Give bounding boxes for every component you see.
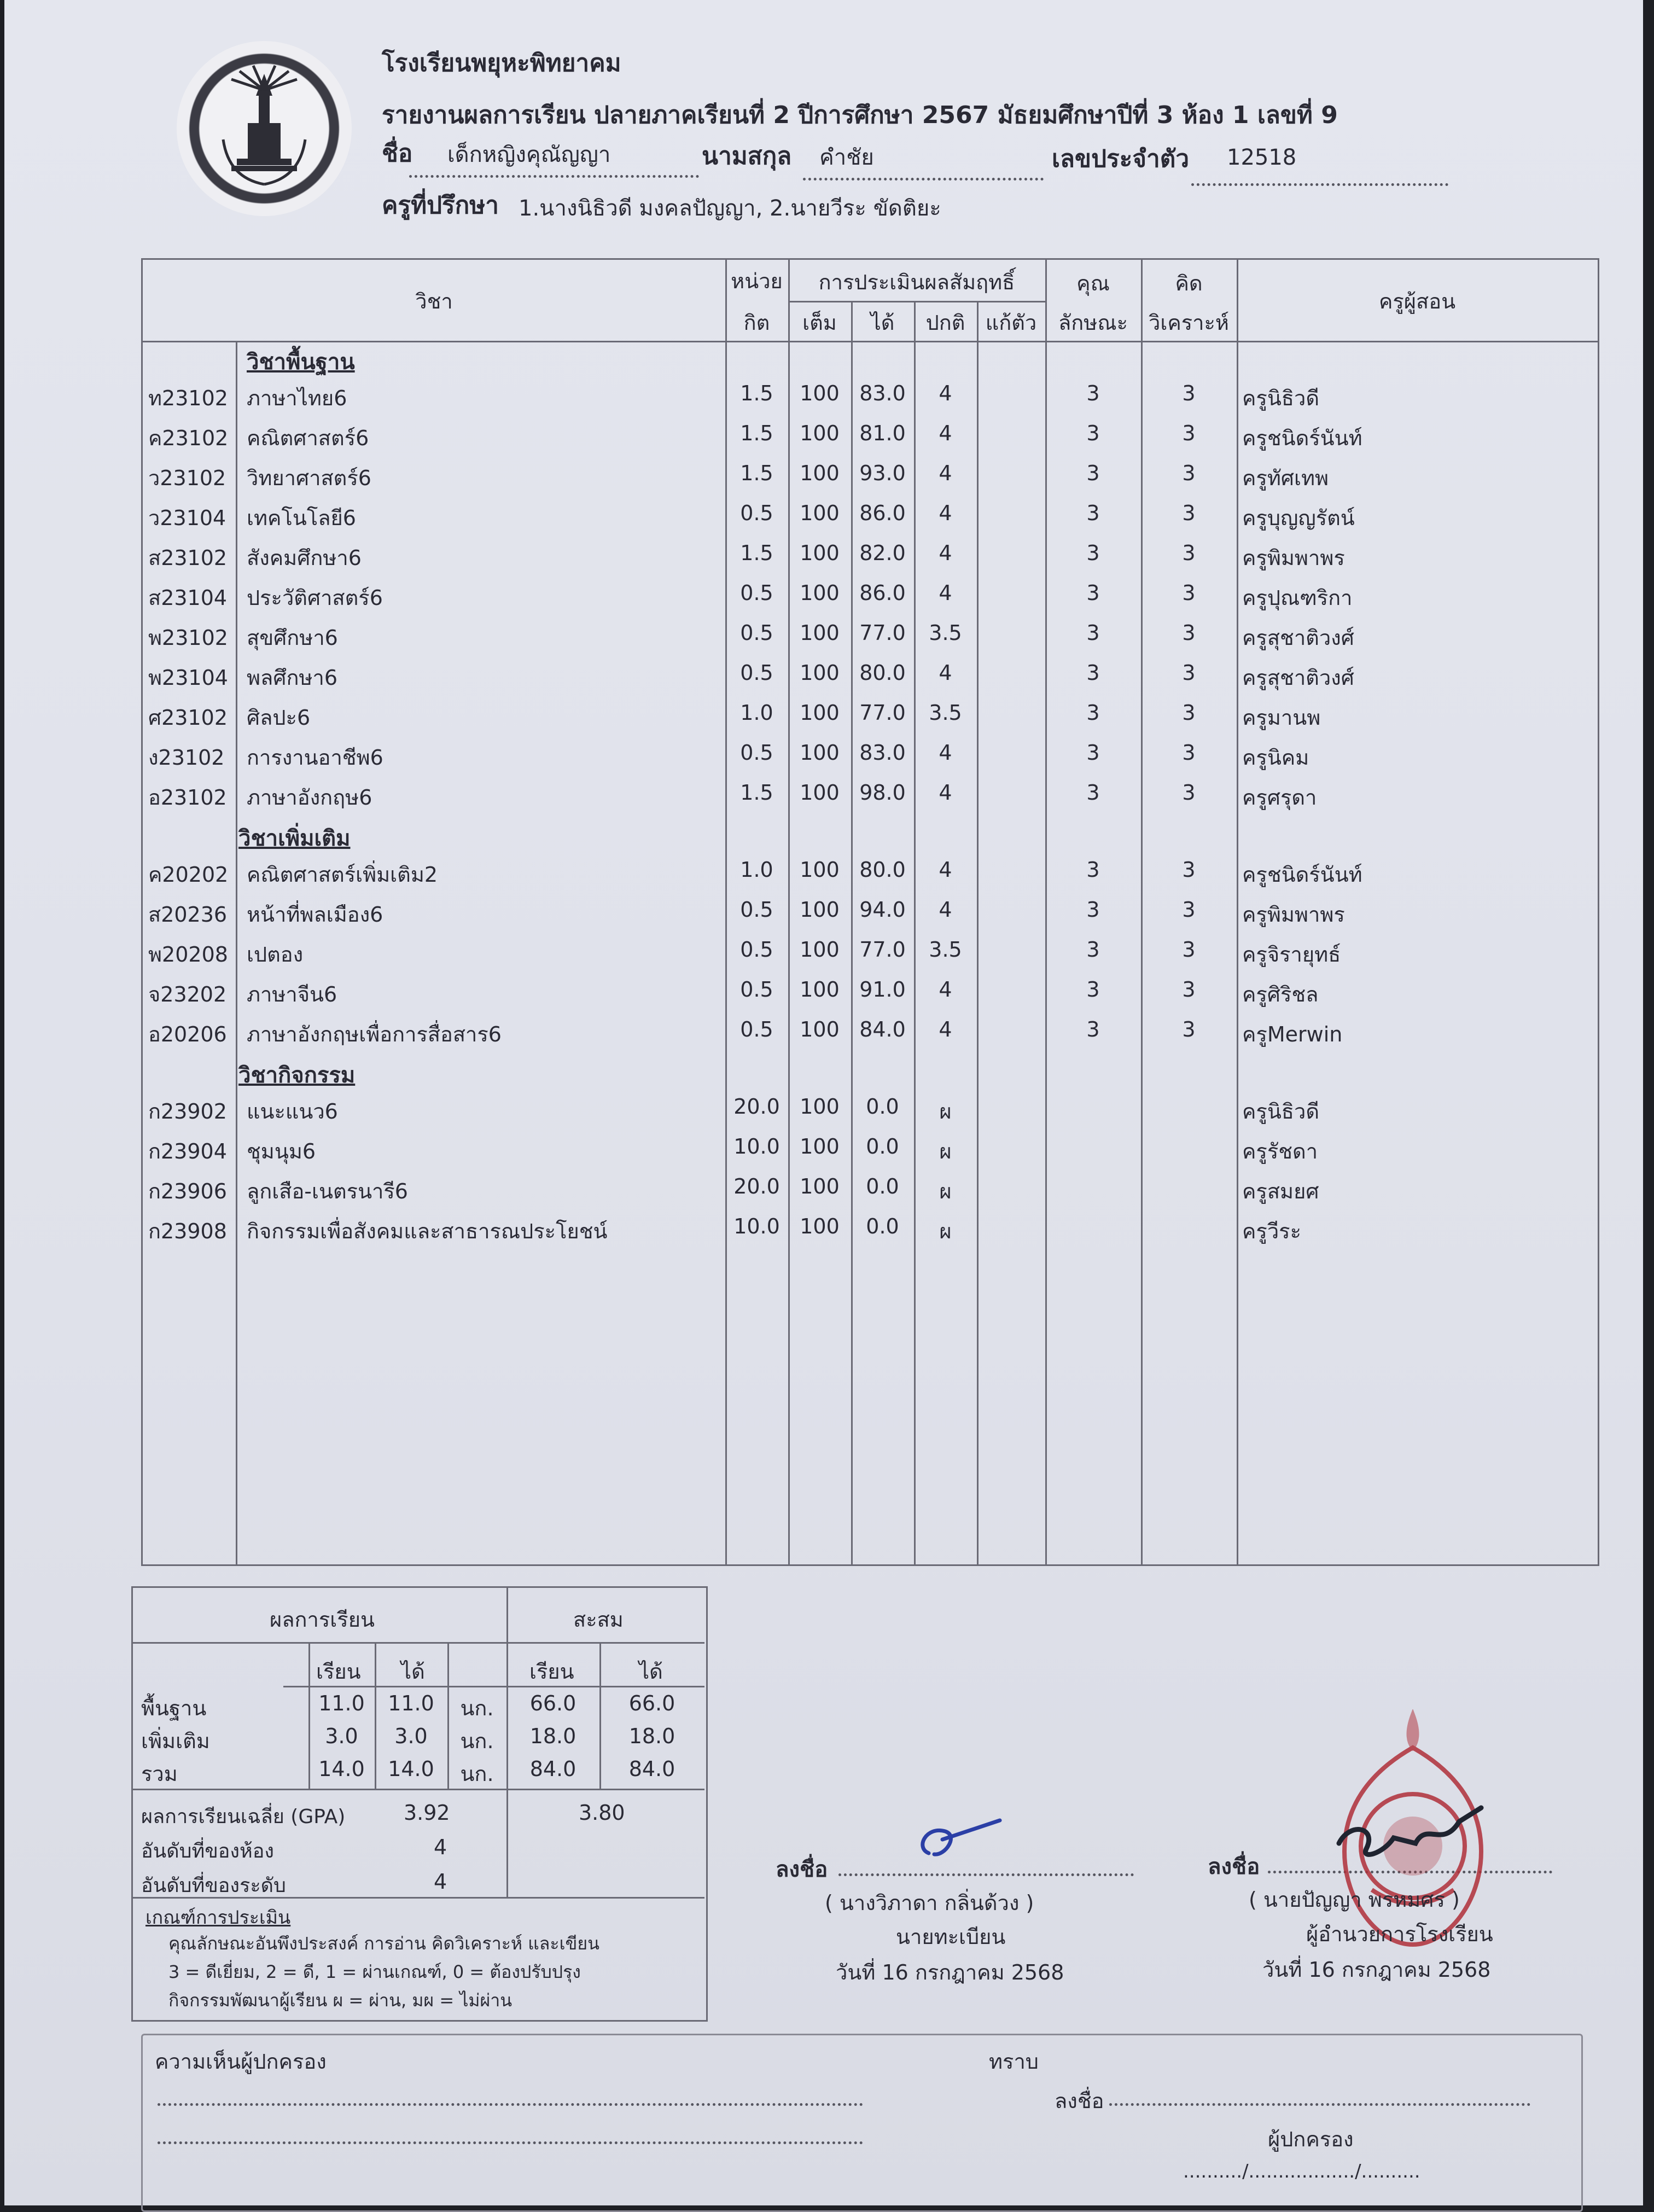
director-title: ผู้อำนวยการโรงเรียน (1306, 1922, 1493, 1946)
criteria-line-1: คุณลักษณะอันพึงประสงค์ การอ่าน คิดวิเคราะห์ และเขียน (168, 1933, 600, 1954)
parent-date-blank[interactable]: ........../................../.......... (1183, 2161, 1420, 2182)
score-got: 0.0 (866, 1174, 899, 1198)
summary-got: 14.0 (388, 1757, 434, 1781)
teacher-name: ครูพิมพาพร (1242, 903, 1345, 927)
subject-name: การงานอาชีพ6 (247, 746, 383, 770)
section-title: วิชาพื้นฐาน (247, 350, 355, 375)
registrar-signature-icon (912, 1815, 1005, 1864)
grade-normal: 4 (939, 781, 952, 805)
rank-level-value: 4 (434, 1870, 447, 1894)
score-full: 100 (800, 938, 840, 962)
subject-name: ภาษาอังกฤษเพื่อการสื่อสาร6 (247, 1022, 502, 1046)
student-id: 12518 (1227, 145, 1297, 170)
header-credit-2: กิต (743, 311, 770, 335)
subject-code: จ23202 (148, 982, 227, 1006)
parent-sign-line[interactable] (1109, 2103, 1530, 2106)
summary-got: 11.0 (388, 1691, 434, 1715)
header-credit-1: หน่วย (731, 269, 783, 293)
score-full: 100 (800, 581, 840, 605)
summary-row-label: รวม (141, 1762, 178, 1786)
score-got: 93.0 (859, 461, 906, 485)
subject-name: สุขศึกษา6 (247, 626, 338, 650)
trait-score: 3 (1086, 898, 1100, 922)
score-got: 91.0 (859, 977, 906, 1002)
parent-opinion-box (141, 2034, 1583, 2212)
score-got: 86.0 (859, 581, 906, 605)
score-full: 100 (800, 1214, 840, 1238)
student-surname: คำชัย (819, 145, 874, 170)
name-dotted-line (409, 175, 699, 178)
summary-row-label: พื้นฐาน (141, 1696, 207, 1720)
summary-study: 11.0 (318, 1691, 365, 1715)
summary-cum-got: 84.0 (628, 1757, 675, 1781)
score-got: 0.0 (866, 1134, 899, 1159)
subject-code: ท23102 (148, 386, 228, 410)
score-full: 100 (800, 461, 840, 485)
teacher-name: ครูชนิดร์นันท์ (1242, 863, 1362, 887)
gpa-cumulative-value: 3.80 (579, 1801, 625, 1825)
teacher-name: ครูวีระ (1242, 1219, 1301, 1243)
score-got: 77.0 (859, 938, 906, 962)
subject-name: ชุมนุม6 (247, 1139, 316, 1163)
subject-credit: 1.0 (740, 858, 773, 882)
subject-code: ว23104 (148, 506, 226, 530)
summary-cumulative-header: สะสม (573, 1608, 624, 1632)
teacher-name: ครูสุชาติวงศ์ (1242, 626, 1354, 650)
subject-name: คณิตศาสตร์6 (247, 426, 369, 450)
score-got: 98.0 (859, 781, 906, 805)
score-full: 100 (800, 977, 840, 1002)
subject-code: พ20208 (148, 942, 228, 967)
summary-cum-study: 18.0 (529, 1724, 576, 1748)
score-full: 100 (800, 741, 840, 765)
school-name: โรงเรียนพยุหะพิทยาคม (382, 49, 621, 77)
grade-normal: 4 (939, 421, 952, 445)
subject-name: หน้าที่พลเมือง6 (247, 903, 383, 927)
trait-score: 3 (1086, 701, 1100, 725)
subject-code: ค20202 (148, 863, 229, 887)
teacher-name: ครูนิคม (1242, 746, 1309, 770)
subject-name: ประวัติศาสตร์6 (247, 586, 383, 610)
subject-name: ภาษาจีน6 (247, 982, 337, 1006)
id-label: เลขประจำตัว (1052, 145, 1190, 173)
table-grid-line (236, 341, 237, 1564)
subject-code: ก23904 (148, 1139, 227, 1163)
score-full: 100 (800, 781, 840, 805)
rank-room-value: 4 (434, 1835, 447, 1859)
subject-name: กิจกรรมเพื่อสังคมและสาธารณประโยชน์ (247, 1219, 608, 1243)
think-score: 3 (1182, 661, 1196, 685)
teacher-name: ครูนิธิวดี (1242, 1099, 1320, 1124)
grade-normal: 4 (939, 461, 952, 485)
header-retake: แก้ตัว (985, 311, 1037, 335)
think-score: 3 (1182, 938, 1196, 962)
grade-normal: 4 (939, 581, 952, 605)
criteria-line-3: กิจกรรมพัฒนาผู้เรียน ผ = ผ่าน, มผ = ไม่ผ่าน (168, 1990, 512, 2011)
score-full: 100 (800, 381, 840, 405)
think-score: 3 (1182, 421, 1196, 445)
teacher-name: ครูศรุดา (1242, 785, 1317, 810)
subject-credit: 0.5 (740, 581, 773, 605)
score-full: 100 (800, 661, 840, 685)
grade-normal: ผ (939, 1219, 952, 1243)
teacher-name: ครูMerwin (1242, 1022, 1343, 1046)
student-name: เด็กหญิงคุณัญญา (447, 142, 611, 167)
score-got: 82.0 (859, 541, 906, 565)
summary-unit: นก. (460, 1696, 494, 1720)
grade-normal: 3.5 (929, 938, 962, 962)
trait-score: 3 (1086, 461, 1100, 485)
trait-score: 3 (1086, 541, 1100, 565)
criteria-title: เกณฑ์การประเมิน (145, 1907, 291, 1929)
trait-score: 3 (1086, 421, 1100, 445)
summary-cum-study-header: เรียน (529, 1660, 574, 1684)
grade-normal: 4 (939, 977, 952, 1002)
summary-row-label: เพิ่มเติม (141, 1729, 210, 1753)
trait-score: 3 (1086, 661, 1100, 685)
table-grid-line (977, 301, 979, 1564)
subject-name: ภาษาอังกฤษ6 (247, 785, 372, 810)
think-score: 3 (1182, 621, 1196, 645)
grade-normal: 4 (939, 661, 952, 685)
subject-code: พ23104 (148, 666, 228, 690)
subject-credit: 0.5 (740, 1017, 773, 1041)
grade-normal: 3.5 (929, 701, 962, 725)
registrar-name: ( นางวิภาดา กลิ่นด้วง ) (825, 1891, 1034, 1915)
summary-cum-study: 84.0 (529, 1757, 576, 1781)
header-think-2: วิเคราะห์ (1149, 311, 1229, 335)
teacher-name: ครูปุณฑริกา (1242, 586, 1353, 610)
summary-unit: นก. (460, 1762, 494, 1786)
score-full: 100 (800, 701, 840, 725)
subject-credit: 0.5 (740, 501, 773, 525)
subject-code: ส23104 (148, 586, 228, 610)
think-score: 3 (1182, 541, 1196, 565)
summary-unit: นก. (460, 1729, 494, 1753)
director-date: วันที่ 16 กรกฎาคม 2568 (1262, 1958, 1491, 1982)
teacher-name: ครูสมยศ (1242, 1179, 1319, 1203)
teacher-name: ครูบุญญรัตน์ (1242, 506, 1355, 530)
summary-study-header: เรียน (316, 1660, 361, 1684)
advisor-label: ครูที่ปรึกษา (382, 191, 499, 219)
criteria-line-2: 3 = ดีเยี่ยม, 2 = ดี, 1 = ผ่านเกณฑ์, 0 = ต้องปรับปรุง (168, 1961, 581, 1982)
trait-score: 3 (1086, 381, 1100, 405)
score-got: 81.0 (859, 421, 906, 445)
score-got: 0.0 (866, 1214, 899, 1238)
section-title: วิชากิจกรรม (238, 1063, 356, 1088)
grade-normal: 4 (939, 741, 952, 765)
subject-credit: 0.5 (740, 938, 773, 962)
grade-normal: ผ (939, 1099, 952, 1124)
advisor-names: 1.นางนิธิวดี มงคลปัญญา, 2.นายวีระ ขัดติยะ (519, 196, 941, 221)
think-score: 3 (1182, 461, 1196, 485)
subject-name: ภาษาไทย6 (247, 386, 347, 410)
registrar-sign-label: ลงชื่อ (776, 1857, 828, 1882)
subject-code: ก23908 (148, 1219, 227, 1243)
think-score: 3 (1182, 701, 1196, 725)
subject-credit: 1.5 (740, 461, 773, 485)
teacher-name: ครูพิมพาพร (1242, 546, 1345, 570)
subject-credit: 1.5 (740, 541, 773, 565)
table-grid-line (851, 301, 853, 1564)
grade-normal: 4 (939, 501, 952, 525)
director-signature-icon (1333, 1800, 1487, 1876)
table-grid-line (1237, 341, 1238, 1564)
think-score: 3 (1182, 977, 1196, 1002)
header-trait-2: ลักษณะ (1058, 311, 1128, 335)
subject-code: ส20236 (148, 903, 228, 927)
subject-credit: 10.0 (733, 1134, 780, 1159)
teacher-name: ครูจิรายุทธ์ (1242, 942, 1341, 967)
score-got: 86.0 (859, 501, 906, 525)
report-card-page (4, 0, 1643, 2205)
score-full: 100 (800, 541, 840, 565)
grade-normal: 4 (939, 898, 952, 922)
think-score: 3 (1182, 581, 1196, 605)
summary-got-header: ได้ (401, 1660, 425, 1684)
trait-score: 3 (1086, 781, 1100, 805)
trait-score: 3 (1086, 501, 1100, 525)
score-full: 100 (800, 1174, 840, 1198)
seal-emblem-icon (177, 41, 352, 216)
teacher-name: ครูสุชาติวงศ์ (1242, 666, 1354, 690)
subject-credit: 0.5 (740, 898, 773, 922)
registrar-sign-line (838, 1873, 1134, 1876)
trait-score: 3 (1086, 938, 1100, 962)
trait-score: 3 (1086, 858, 1100, 882)
subject-name: คณิตศาสตร์เพิ่มเติม2 (247, 863, 438, 887)
school-seal-logo (177, 41, 352, 216)
score-got: 84.0 (859, 1017, 906, 1041)
summary-results-header: ผลการเรียน (270, 1608, 375, 1632)
score-got: 77.0 (859, 621, 906, 645)
header-normal: ปกติ (925, 311, 965, 335)
header-subject: วิชา (415, 289, 453, 313)
subject-code: ง23102 (148, 746, 225, 770)
grade-normal: 4 (939, 1017, 952, 1041)
subject-credit: 1.0 (740, 701, 773, 725)
subject-code: อ20206 (148, 1022, 227, 1046)
score-full: 100 (800, 1095, 840, 1119)
subject-credit: 20.0 (733, 1174, 780, 1198)
score-got: 80.0 (859, 661, 906, 685)
score-got: 0.0 (866, 1095, 899, 1119)
subject-credit: 0.5 (740, 977, 773, 1002)
score-got: 77.0 (859, 701, 906, 725)
gpa-value: 3.92 (404, 1801, 450, 1825)
parent-role-label: ผู้ปกครอง (1268, 2127, 1354, 2151)
subject-name: แนะแนว6 (247, 1099, 338, 1124)
parent-opinion-line-1[interactable] (158, 2103, 863, 2106)
parent-opinion-line-2[interactable] (158, 2141, 863, 2144)
score-full: 100 (800, 1017, 840, 1041)
grade-normal: 4 (939, 858, 952, 882)
think-score: 3 (1182, 781, 1196, 805)
registrar-title: นายทะเบียน (896, 1925, 1006, 1949)
name-label: ชื่อ (382, 139, 413, 167)
subject-name: พลศึกษา6 (247, 666, 338, 690)
rank-room-label: อันดับที่ของห้อง (141, 1840, 274, 1862)
id-dotted-line (1191, 183, 1448, 186)
header-think-1: คิด (1175, 271, 1203, 295)
subject-credit: 10.0 (733, 1214, 780, 1238)
think-score: 3 (1182, 1017, 1196, 1041)
subject-code: ศ23102 (148, 706, 228, 730)
score-got: 94.0 (859, 898, 906, 922)
think-score: 3 (1182, 741, 1196, 765)
parent-ack-label: ทราบ (989, 2050, 1039, 2074)
table-grid-line (788, 301, 1045, 302)
score-full: 100 (800, 501, 840, 525)
score-full: 100 (800, 621, 840, 645)
subject-code: ก23906 (148, 1179, 227, 1203)
trait-score: 3 (1086, 621, 1100, 645)
score-got: 83.0 (859, 741, 906, 765)
grade-normal: ผ (939, 1179, 952, 1203)
parent-sign-label: ลงชื่อ (1055, 2089, 1104, 2113)
summary-got: 3.0 (394, 1724, 428, 1748)
surname-label: นามสกุล (702, 142, 792, 170)
score-full: 100 (800, 898, 840, 922)
score-full: 100 (800, 421, 840, 445)
score-got: 83.0 (859, 381, 906, 405)
registrar-date: วันที่ 16 กรกฎาคม 2568 (836, 1960, 1064, 1984)
grade-normal: 4 (939, 381, 952, 405)
teacher-name: ครูรัชดา (1242, 1139, 1318, 1163)
header-got: ได้ (870, 311, 895, 335)
subject-credit: 0.5 (740, 661, 773, 685)
report-title: รายงานผลการเรียน ปลายภาคเรียนที่ 2 ปีการศึกษา 2567 มัธยมศึกษาปีที่ 3 ห้อง 1 เลขที่ 9 (382, 101, 1338, 129)
section-title: วิชาเพิ่มเติม (238, 826, 351, 851)
grade-normal: ผ (939, 1139, 952, 1163)
rank-level-label: อันดับที่ของระดับ (141, 1875, 286, 1897)
subject-credit: 0.5 (740, 741, 773, 765)
summary-cum-got: 66.0 (628, 1691, 675, 1715)
subject-code: พ23102 (148, 626, 228, 650)
grades-table (141, 258, 1599, 1566)
summary-cum-got-header: ได้ (639, 1660, 663, 1684)
header-teacher: ครูผู้สอน (1378, 289, 1456, 313)
trait-score: 3 (1086, 1017, 1100, 1041)
grade-normal: 3.5 (929, 621, 962, 645)
subject-name: ศิลปะ6 (247, 706, 311, 730)
header-full: เต็ม (802, 311, 837, 335)
table-grid-line (143, 341, 1598, 342)
think-score: 3 (1182, 898, 1196, 922)
teacher-name: ครูนิธิวดี (1242, 386, 1320, 410)
subject-credit: 1.5 (740, 421, 773, 445)
think-score: 3 (1182, 858, 1196, 882)
score-full: 100 (800, 858, 840, 882)
score-full: 100 (800, 1134, 840, 1159)
parent-opinion-label: ความเห็นผู้ปกครอง (155, 2050, 327, 2074)
trait-score: 3 (1086, 581, 1100, 605)
subject-name: เปตอง (247, 942, 304, 967)
director-name: ( นายปัญญา พรหมศร ) (1249, 1888, 1460, 1912)
trait-score: 3 (1086, 741, 1100, 765)
header-trait-1: คุณ (1076, 271, 1110, 295)
summary-cum-study: 66.0 (529, 1691, 576, 1715)
subject-name: วิทยาศาสตร์6 (247, 466, 371, 490)
director-sign-label: ลงชื่อ (1208, 1854, 1260, 1879)
subject-credit: 1.5 (740, 381, 773, 405)
teacher-name: ครูศิริชล (1242, 982, 1319, 1006)
score-got: 80.0 (859, 858, 906, 882)
table-grid-line (914, 301, 916, 1564)
teacher-name: ครูทัศเทพ (1242, 466, 1329, 490)
teacher-name: ครูมานพ (1242, 706, 1321, 730)
subject-name: เทคโนโลยี6 (247, 506, 356, 530)
summary-cum-got: 18.0 (628, 1724, 675, 1748)
subject-credit: 20.0 (733, 1095, 780, 1119)
think-score: 3 (1182, 381, 1196, 405)
subject-code: ส23102 (148, 546, 228, 570)
summary-study: 14.0 (318, 1757, 365, 1781)
subject-code: ก23902 (148, 1099, 227, 1124)
surname-dotted-line (803, 178, 1044, 181)
subject-name: สังคมศึกษา6 (247, 546, 362, 570)
trait-score: 3 (1086, 977, 1100, 1002)
subject-code: อ23102 (148, 785, 227, 810)
grade-normal: 4 (939, 541, 952, 565)
header-assessment: การประเมินผลสัมฤทธิ์ (818, 270, 1015, 294)
subject-name: ลูกเสือ-เนตรนารี6 (247, 1179, 408, 1203)
gpa-label: ผลการเรียนเฉลี่ย (GPA) (141, 1806, 346, 1828)
think-score: 3 (1182, 501, 1196, 525)
subject-credit: 0.5 (740, 621, 773, 645)
subject-code: ค23102 (148, 426, 229, 450)
subject-code: ว23102 (148, 466, 226, 490)
subject-credit: 1.5 (740, 781, 773, 805)
summary-study: 3.0 (325, 1724, 358, 1748)
teacher-name: ครูชนิดร์นันท์ (1242, 426, 1362, 450)
